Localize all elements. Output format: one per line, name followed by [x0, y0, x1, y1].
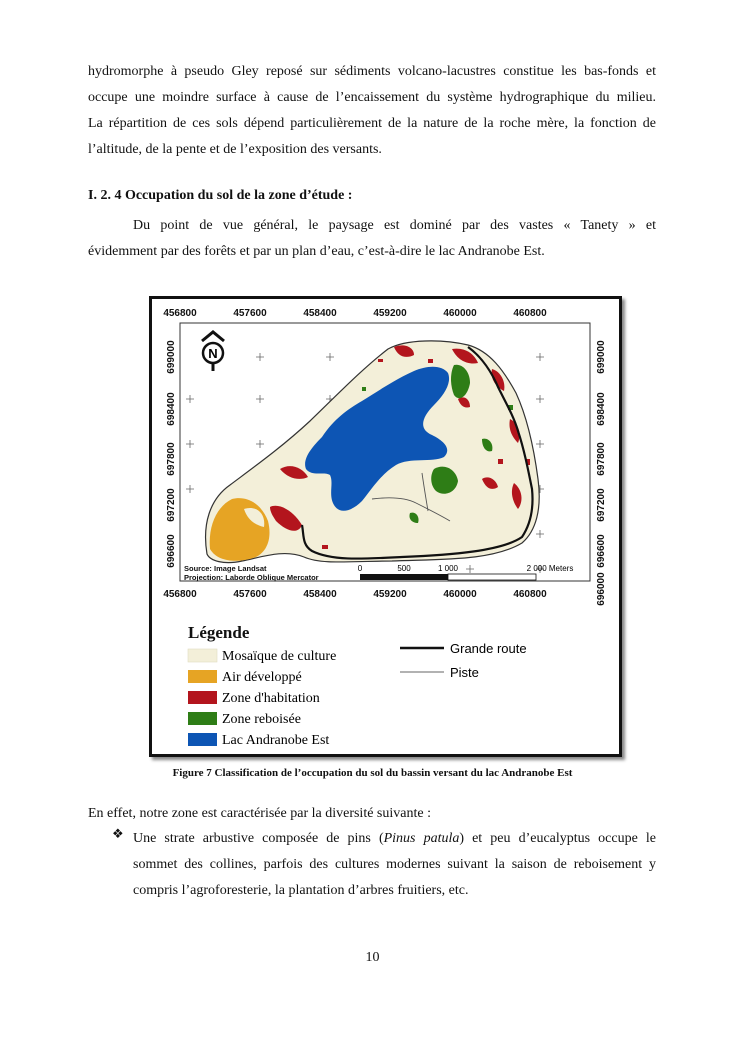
top-x-label: 460000 — [443, 308, 477, 319]
bottom-x-label: 456800 — [163, 589, 197, 600]
legend-items — [188, 641, 527, 748]
species-name: Pinus patula — [383, 831, 460, 846]
right-y-label: 697800 — [596, 442, 607, 476]
scale-label: 1 000 — [437, 564, 459, 573]
text-line — [133, 826, 656, 852]
bullet-item — [133, 826, 656, 904]
figure-caption: Figure 7 Classification de l’occupation du sol du bassin versant du lac Andranobe Est — [172, 767, 573, 779]
scale-label: 2 000 Meters — [526, 564, 574, 573]
land-use-figure — [149, 296, 622, 757]
right-y-label: 699000 — [596, 340, 607, 374]
left-y-label: 696600 — [166, 534, 177, 568]
paragraph-diversity: En effet, notre zone est caractérisée par la diversité suivante : — [88, 806, 431, 821]
left-y-label: 697800 — [166, 442, 177, 476]
left-y-label: 699000 — [166, 340, 177, 374]
legend-swatch — [188, 649, 217, 662]
legend-swatch — [188, 733, 217, 746]
legend-label: Mosaïque de culture — [222, 649, 337, 664]
bottom-x-label: 459200 — [373, 589, 407, 600]
bottom-x-label: 458400 — [303, 589, 337, 600]
left-y-label: 698400 — [166, 392, 177, 426]
scale-label: 500 — [397, 564, 411, 573]
right-y-label: 696000 — [596, 572, 607, 606]
top-x-label: 456800 — [163, 308, 197, 319]
text-span: ) et peu d’eucalyptus occupe le — [459, 831, 656, 846]
paragraph-soils — [88, 59, 656, 163]
legend-label: Grande route — [450, 641, 527, 656]
source-text: Source: Image Landsat — [184, 564, 267, 573]
text-line: occupe une moindre surface à cause de l’encaissement du système hydrographique du milieu. — [88, 90, 656, 105]
bullet-symbol: ❖ — [112, 826, 124, 841]
legend-swatch — [188, 712, 217, 725]
legend-label: Zone d'habitation — [222, 691, 320, 706]
top-x-label: 458400 — [303, 308, 337, 319]
top-x-label: 459200 — [373, 308, 407, 319]
text-line: sommet des collines, parfois des cultures modernes suivant la saison de reboisement y — [133, 857, 656, 872]
left-y-label: 697200 — [166, 488, 177, 522]
legend-label: Lac Andranobe Est — [222, 733, 330, 748]
projection-text: Projection: Laborde Oblique Mercator — [184, 573, 319, 582]
right-y-label: 696600 — [596, 534, 607, 568]
text-line: La répartition de ces sols dépend particulièrement de la nature de la roche mère, la fonction de — [88, 116, 656, 131]
legend-swatch — [188, 691, 217, 704]
top-x-label: 457600 — [233, 308, 267, 319]
page-number: 10 — [365, 950, 380, 965]
paragraph-landscape — [88, 213, 656, 265]
text-line: l’altitude, de la pente et de l’exposition des versants. — [88, 142, 382, 157]
text-span: Une strate arbustive composée de pins ( — [133, 831, 384, 846]
bottom-x-label: 460800 — [513, 589, 547, 600]
land-use-map — [152, 299, 619, 754]
text-line: évidemment par des forêts et par un plan d’eau, c’est-à-dire le lac Andranobe Est. — [88, 244, 545, 259]
legend-label: Zone reboisée — [222, 712, 301, 727]
text-line: compris l’agroforesterie, la plantation d’arbres fruitiers, etc. — [133, 883, 469, 898]
text-line: hydromorphe à pseudo Gley reposé sur sédiments volcano-lacustres constitue les bas-fonds et — [88, 64, 656, 79]
legend-title: Légende — [188, 623, 250, 642]
text-line: Du point de vue général, le paysage est dominé par des vastes « Tanety » et — [133, 218, 656, 233]
scale-label: 0 — [357, 564, 363, 573]
right-y-label: 698400 — [596, 392, 607, 426]
bottom-x-label: 457600 — [233, 589, 267, 600]
legend-label: Piste — [450, 665, 479, 680]
legend-label: Air développé — [222, 670, 302, 685]
bottom-x-label: 460000 — [443, 589, 477, 600]
section-heading: I. 2. 4 Occupation du sol de la zone d’étude : — [88, 188, 353, 203]
right-y-label: 697200 — [596, 488, 607, 522]
legend-swatch — [188, 670, 217, 683]
top-x-label: 460800 — [513, 308, 547, 319]
north-label: N — [208, 346, 218, 361]
